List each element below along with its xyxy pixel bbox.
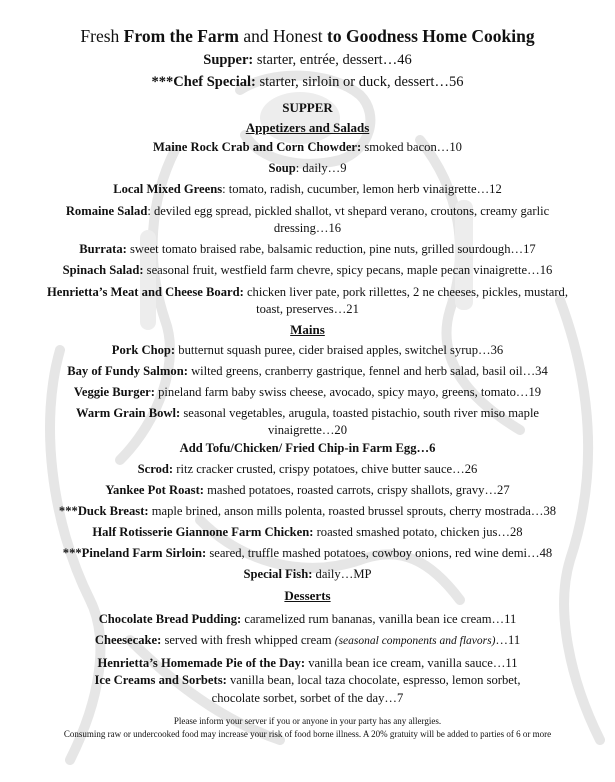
food-safety-note: Consuming raw or undercooked food may increase your risk of food borne illness. A 20% gratuity will be added to parties of 6 or more xyxy=(63,729,552,739)
supper-label: Supper: xyxy=(203,52,254,68)
item-name: Special Fish: xyxy=(243,567,313,581)
item-desc: maple brined, anson mills polenta, roasted brussel sprouts, cherry mostrada…38 xyxy=(148,504,557,518)
chef-label: ***Chef Special: xyxy=(151,74,256,90)
menu-item xyxy=(0,384,615,401)
menu-item xyxy=(0,241,615,258)
item-desc: …11 xyxy=(495,633,521,647)
item-desc: smoked bacon…10 xyxy=(361,140,462,154)
item-name: Yankee Pot Roast: xyxy=(105,483,204,497)
menu-item xyxy=(0,160,615,177)
item-desc: : deviled egg spread, pickled shallot, vt shepard verano, croutons, creamy garlic xyxy=(147,204,550,218)
menu-item-cont: toast, preserves…21 xyxy=(256,302,359,316)
menu-item-cont: vinaigrette…20 xyxy=(267,423,348,437)
item-name: Veggie Burger: xyxy=(73,385,155,399)
item-desc: seared, truffle mashed potatoes, cowboy onions, red wine demi…48 xyxy=(206,546,553,560)
menu-item xyxy=(0,566,615,583)
menu-item xyxy=(0,363,615,380)
menu-item xyxy=(0,262,615,279)
menu-item xyxy=(0,503,615,520)
menu-item xyxy=(0,524,615,541)
item-name: Add Tofu/Chicken/ Fried Chip-in Farm Egg…6 xyxy=(179,441,436,455)
item-desc: roasted smashed potato, chicken jus…28 xyxy=(313,525,523,539)
item-name: Chocolate Bread Pudding: xyxy=(98,612,242,626)
desserts-heading: Desserts xyxy=(284,588,331,603)
item-name: Spinach Salad: xyxy=(62,263,144,277)
menu-item xyxy=(0,655,615,672)
item-name: Bay of Fundy Salmon: xyxy=(67,364,188,378)
item-name: Burrata: xyxy=(79,242,127,256)
item-name: Henrietta’s Meat and Cheese Board: xyxy=(47,285,244,299)
item-desc: seasonal fruit, westfield farm chevre, spicy pecans, maple pecan vinaigrette…16 xyxy=(143,263,553,277)
item-name: Romaine Salad xyxy=(65,204,148,218)
menu-item xyxy=(0,482,615,499)
menu-item xyxy=(0,405,615,422)
item-desc: sweet tomato braised rabe, balsamic reduction, pine nuts, grilled sourdough…17 xyxy=(126,242,536,256)
item-name: Scrod: xyxy=(137,462,174,476)
item-name: Local Mixed Greens xyxy=(113,182,223,196)
item-name: Ice Creams and Sorbets: xyxy=(94,673,227,687)
title-part: and Honest xyxy=(239,26,327,46)
menu-item-cont: dressing…16 xyxy=(273,221,342,235)
item-desc: vanilla bean ice cream, vanilla sauce…11 xyxy=(305,656,518,670)
supper-heading: SUPPER xyxy=(282,100,333,115)
menu-item xyxy=(0,632,615,650)
item-desc: mashed potatoes, roasted carrots, crispy shallots, gravy…27 xyxy=(203,483,510,497)
item-desc-italic: (seasonal components and flavors) xyxy=(334,635,496,647)
item-name: ***Pineland Farm Sirloin: xyxy=(62,546,207,560)
item-name: Henrietta’s Homemade Pie of the Day: xyxy=(97,656,306,670)
item-desc: : tomato, radish, cucumber, lemon herb vinaigrette…12 xyxy=(222,182,502,196)
menu-item xyxy=(0,284,615,301)
item-desc: seasonal vegetables, arugula, toasted pistachio, south river miso maple xyxy=(180,406,540,420)
title-part: to Goodness Home Cooking xyxy=(327,26,535,46)
item-desc: chicken liver pate, pork rillettes, 2 ne cheeses, pickles, mustard, xyxy=(243,285,568,299)
item-desc: vanilla bean, local taza chocolate, espresso, lemon sorbet, xyxy=(226,673,521,687)
menu-item xyxy=(0,672,615,689)
supper-price-line xyxy=(0,52,615,69)
item-name: Cheesecake: xyxy=(94,633,162,647)
menu-item xyxy=(0,181,615,198)
menu-item xyxy=(0,461,615,478)
menu-item-cont: chocolate sorbet, sorbet of the day…7 xyxy=(211,691,404,705)
item-desc: ritz cracker crusted, crispy potatoes, chive butter sauce…26 xyxy=(173,462,478,476)
chef-special-line xyxy=(0,74,615,91)
title-part: From the Farm xyxy=(123,26,240,46)
menu-item xyxy=(0,342,615,359)
item-desc: : daily…9 xyxy=(295,161,347,175)
item-name: Maine Rock Crab and Corn Chowder: xyxy=(153,140,362,154)
menu-item xyxy=(0,203,615,220)
appetizers-heading: Appetizers and Salads xyxy=(245,120,370,135)
mains-heading: Mains xyxy=(290,322,325,337)
title-part: Fresh xyxy=(80,26,124,46)
menu-item-addon xyxy=(0,440,615,457)
item-desc: daily…MP xyxy=(312,567,372,581)
menu-item xyxy=(0,139,615,156)
item-desc: served with fresh whipped cream xyxy=(161,633,335,647)
item-name: Half Rotisserie Giannone Farm Chicken: xyxy=(92,525,314,539)
menu-item xyxy=(0,545,615,562)
item-desc: caramelized rum bananas, vanilla bean ice cream…11 xyxy=(241,612,517,626)
chef-text: starter, sirloin or duck, dessert…56 xyxy=(255,74,464,90)
supper-text: starter, entrée, dessert…46 xyxy=(253,52,412,68)
item-desc: pineland farm baby swiss cheese, avocado, spicy mayo, greens, tomato…19 xyxy=(154,385,542,399)
menu-item xyxy=(0,611,615,628)
allergy-note: Please inform your server if you or anyone in your party has any allergies. xyxy=(173,716,442,726)
item-name: Pork Chop: xyxy=(111,343,176,357)
item-desc: butternut squash puree, cider braised apples, switchel syrup…36 xyxy=(175,343,504,357)
item-name: Warm Grain Bowl: xyxy=(75,406,181,420)
item-name: Soup xyxy=(268,161,296,175)
menu-title xyxy=(0,26,615,47)
item-name: ***Duck Breast: xyxy=(58,504,149,518)
item-desc: wilted greens, cranberry gastrique, fennel and herb salad, basil oil…34 xyxy=(187,364,548,378)
